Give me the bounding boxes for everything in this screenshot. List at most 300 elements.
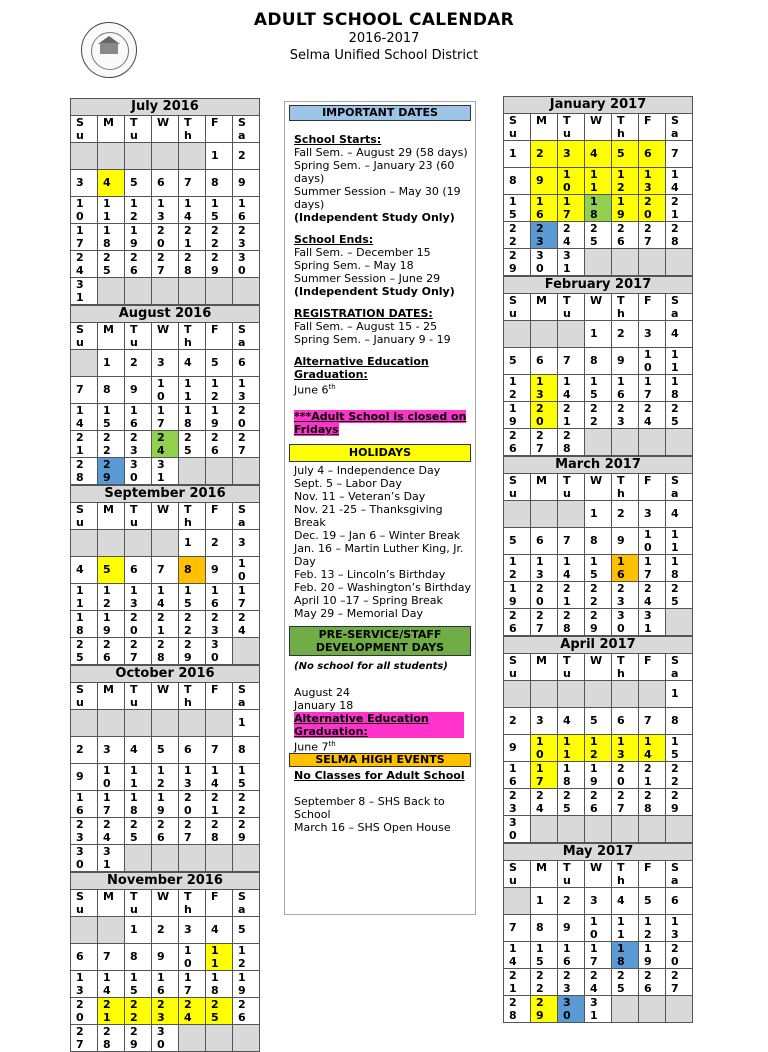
month-title: November 2016 bbox=[71, 873, 260, 890]
day-cell: 1 9 bbox=[125, 224, 152, 251]
empty-day-cell bbox=[639, 681, 666, 708]
empty-day-cell bbox=[666, 429, 693, 456]
day-cell: 1 3 bbox=[639, 168, 666, 195]
day-cell: 2 5 bbox=[179, 431, 206, 458]
day-cell: 2 2 bbox=[531, 969, 558, 996]
day-cell: 1 3 bbox=[152, 197, 179, 224]
day-header: W bbox=[152, 116, 179, 143]
list-item: Spring Sem. – January 23 (60 days) bbox=[294, 159, 455, 185]
empty-day-cell bbox=[233, 638, 260, 665]
empty-day-cell bbox=[71, 350, 98, 377]
important-dates-section bbox=[285, 133, 475, 436]
day-cell: 2 9 bbox=[233, 818, 260, 845]
day-cell: 3 1 bbox=[152, 458, 179, 485]
day-header: F bbox=[639, 114, 666, 141]
day-cell: 2 2 bbox=[125, 998, 152, 1025]
empty-day-cell bbox=[125, 845, 152, 872]
day-cell: 2 2 bbox=[179, 611, 206, 638]
day-header: T u bbox=[125, 323, 152, 350]
day-cell: 6 bbox=[666, 888, 693, 915]
day-cell: 2 6 bbox=[585, 789, 612, 816]
day-cell: 2 bbox=[206, 530, 233, 557]
day-cell: 2 4 bbox=[233, 611, 260, 638]
day-cell: 1 2 bbox=[152, 764, 179, 791]
day-header: T u bbox=[558, 654, 585, 681]
day-cell: 3 bbox=[531, 708, 558, 735]
day-cell: 8 bbox=[125, 944, 152, 971]
empty-day-cell bbox=[504, 888, 531, 915]
district-name: Selma Unified School District bbox=[289, 48, 479, 63]
day-cell: 1 4 bbox=[558, 555, 585, 582]
day-cell: 2 8 bbox=[558, 609, 585, 636]
empty-day-cell bbox=[558, 321, 585, 348]
day-cell: 1 4 bbox=[98, 971, 125, 998]
day-cell: 2 0 bbox=[233, 404, 260, 431]
day-cell: 1 1 bbox=[666, 348, 693, 375]
day-cell: 9 bbox=[152, 944, 179, 971]
empty-day-cell bbox=[179, 1025, 206, 1052]
day-cell: 2 4 bbox=[639, 402, 666, 429]
week-row bbox=[71, 278, 260, 305]
day-cell: 4 bbox=[179, 350, 206, 377]
day-cell: 1 1 bbox=[179, 377, 206, 404]
day-cell: 1 9 bbox=[233, 971, 260, 998]
day-cell: 2 9 bbox=[125, 1025, 152, 1052]
day-header: F bbox=[639, 861, 666, 888]
day-header: T u bbox=[125, 890, 152, 917]
day-cell: 1 6 bbox=[152, 971, 179, 998]
day-header: S u bbox=[71, 890, 98, 917]
day-cell: 1 7 bbox=[98, 791, 125, 818]
pre-service-section bbox=[285, 660, 475, 754]
day-cell: 2 8 bbox=[666, 222, 693, 249]
day-cell: 1 7 bbox=[558, 195, 585, 222]
day-cell: 1 6 bbox=[233, 197, 260, 224]
day-cell: 3 bbox=[639, 501, 666, 528]
day-cell: 7 bbox=[504, 915, 531, 942]
empty-day-cell bbox=[152, 845, 179, 872]
day-cell: 1 7 bbox=[585, 942, 612, 969]
day-cell: 2 9 bbox=[98, 458, 125, 485]
empty-day-cell bbox=[233, 278, 260, 305]
independent-study-note: (Independent Study Only) bbox=[294, 285, 455, 298]
day-cell: 1 5 bbox=[98, 404, 125, 431]
empty-day-cell bbox=[585, 681, 612, 708]
day-header: W bbox=[585, 654, 612, 681]
day-cell: 1 7 bbox=[71, 224, 98, 251]
week-row bbox=[71, 638, 260, 665]
day-cell: 1 4 bbox=[558, 375, 585, 402]
empty-day-cell bbox=[206, 710, 233, 737]
day-cell: 6 bbox=[179, 737, 206, 764]
day-cell: 2 7 bbox=[125, 638, 152, 665]
empty-day-cell bbox=[585, 249, 612, 276]
day-cell: 2 8 bbox=[206, 818, 233, 845]
day-cell: 5 bbox=[504, 348, 531, 375]
school-ends-heading: School Ends: bbox=[294, 233, 374, 246]
day-cell: 2 3 bbox=[531, 222, 558, 249]
day-cell: 1 5 bbox=[206, 197, 233, 224]
day-header: S a bbox=[233, 503, 260, 530]
day-cell: 2 4 bbox=[585, 969, 612, 996]
day-cell: 2 6 bbox=[612, 222, 639, 249]
day-cell: 3 0 bbox=[233, 251, 260, 278]
day-cell: 1 7 bbox=[531, 762, 558, 789]
day-cell: 2 8 bbox=[179, 251, 206, 278]
empty-day-cell bbox=[233, 845, 260, 872]
week-row bbox=[71, 737, 260, 764]
month-calendar bbox=[70, 485, 260, 665]
day-header: W bbox=[152, 890, 179, 917]
day-cell: 2 7 bbox=[639, 222, 666, 249]
empty-day-cell bbox=[98, 143, 125, 170]
day-header: T u bbox=[125, 503, 152, 530]
empty-day-cell bbox=[585, 429, 612, 456]
day-header: M bbox=[531, 474, 558, 501]
empty-day-cell bbox=[125, 143, 152, 170]
day-cell: 1 7 bbox=[639, 375, 666, 402]
day-cell: 2 3 bbox=[558, 969, 585, 996]
day-header: F bbox=[639, 474, 666, 501]
day-cell: 2 bbox=[558, 888, 585, 915]
list-item: January 18 bbox=[294, 698, 354, 712]
day-cell: 7 bbox=[639, 708, 666, 735]
day-cell: 1 0 bbox=[71, 197, 98, 224]
day-cell: 1 1 bbox=[98, 197, 125, 224]
day-cell: 1 6 bbox=[531, 195, 558, 222]
week-row bbox=[504, 222, 693, 249]
day-cell: 2 1 bbox=[558, 582, 585, 609]
day-cell: 2 4 bbox=[152, 431, 179, 458]
important-dates-heading: IMPORTANT DATES bbox=[289, 105, 471, 121]
list-item: Summer Session – June 29 bbox=[294, 272, 441, 285]
holiday-item: Sept. 5 – Labor Day bbox=[294, 476, 402, 490]
empty-day-cell bbox=[125, 710, 152, 737]
week-row bbox=[71, 998, 260, 1025]
info-panel bbox=[284, 101, 476, 915]
day-cell: 1 4 bbox=[152, 584, 179, 611]
day-cell: 1 6 bbox=[71, 791, 98, 818]
day-cell: 2 bbox=[125, 350, 152, 377]
day-cell: 2 8 bbox=[504, 996, 531, 1023]
day-cell: 2 1 bbox=[98, 998, 125, 1025]
day-header: S a bbox=[666, 294, 693, 321]
day-cell: 3 bbox=[585, 888, 612, 915]
day-header: S u bbox=[504, 114, 531, 141]
month-title: May 2017 bbox=[504, 844, 693, 861]
day-cell: 8 bbox=[585, 528, 612, 555]
day-header: T h bbox=[179, 683, 206, 710]
day-cell: 1 bbox=[585, 321, 612, 348]
week-row bbox=[504, 762, 693, 789]
day-cell: 3 0 bbox=[152, 1025, 179, 1052]
empty-day-cell bbox=[639, 429, 666, 456]
day-cell: 8 bbox=[206, 170, 233, 197]
day-cell: 1 0 bbox=[152, 377, 179, 404]
week-row bbox=[71, 1025, 260, 1052]
day-header: W bbox=[585, 474, 612, 501]
day-cell: 2 bbox=[612, 321, 639, 348]
week-row bbox=[504, 816, 693, 843]
empty-day-cell bbox=[504, 681, 531, 708]
district-seal-logo bbox=[81, 22, 137, 78]
day-cell: 2 2 bbox=[585, 582, 612, 609]
week-row bbox=[504, 681, 693, 708]
list-item: Fall Sem. – August 15 - 25 bbox=[294, 320, 438, 333]
day-cell: 6 bbox=[152, 170, 179, 197]
empty-day-cell bbox=[179, 278, 206, 305]
day-cell: 9 bbox=[612, 528, 639, 555]
day-cell: 7 bbox=[206, 737, 233, 764]
day-cell: 2 bbox=[152, 917, 179, 944]
alt-ed-graduation-heading-2: Alternative Education Graduation: bbox=[294, 712, 471, 738]
empty-day-cell bbox=[639, 816, 666, 843]
day-cell: 9 bbox=[612, 348, 639, 375]
month-title: March 2017 bbox=[504, 457, 693, 474]
empty-day-cell bbox=[206, 845, 233, 872]
day-cell: 6 bbox=[639, 141, 666, 168]
day-cell: 3 1 bbox=[585, 996, 612, 1023]
day-cell: 3 1 bbox=[98, 845, 125, 872]
day-header: M bbox=[98, 683, 125, 710]
holiday-item: Feb. 20 – Washington’s Birthday bbox=[294, 580, 471, 594]
registration-heading: REGISTRATION DATES: bbox=[294, 307, 433, 320]
empty-day-cell bbox=[585, 816, 612, 843]
day-cell: 2 8 bbox=[98, 1025, 125, 1052]
empty-day-cell bbox=[98, 917, 125, 944]
month-title: September 2016 bbox=[71, 486, 260, 503]
day-cell: 9 bbox=[558, 915, 585, 942]
day-cell: 1 3 bbox=[125, 584, 152, 611]
day-header: M bbox=[98, 503, 125, 530]
day-header: S a bbox=[233, 683, 260, 710]
day-cell: 1 1 bbox=[125, 764, 152, 791]
day-header: W bbox=[152, 503, 179, 530]
day-cell: 1 0 bbox=[639, 528, 666, 555]
day-header: M bbox=[531, 294, 558, 321]
day-cell: 7 bbox=[666, 141, 693, 168]
day-header: S u bbox=[504, 474, 531, 501]
day-cell: 1 2 bbox=[98, 584, 125, 611]
alt-ed-graduation-date: June 6th bbox=[294, 383, 336, 397]
empty-day-cell bbox=[531, 501, 558, 528]
month-calendar bbox=[503, 456, 693, 636]
month-calendar bbox=[70, 305, 260, 485]
holiday-item: Dec. 19 – Jan 6 – Winter Break bbox=[294, 528, 461, 542]
empty-day-cell bbox=[531, 321, 558, 348]
day-header: W bbox=[585, 114, 612, 141]
day-cell: 2 6 bbox=[504, 609, 531, 636]
day-cell: 5 bbox=[612, 141, 639, 168]
month-calendar bbox=[503, 636, 693, 843]
empty-day-cell bbox=[639, 249, 666, 276]
week-row bbox=[504, 708, 693, 735]
day-cell: 2 3 bbox=[206, 611, 233, 638]
day-cell: 1 8 bbox=[71, 611, 98, 638]
day-cell: 2 1 bbox=[639, 762, 666, 789]
day-cell: 2 5 bbox=[98, 251, 125, 278]
day-header: S a bbox=[666, 654, 693, 681]
day-cell: 1 1 bbox=[612, 915, 639, 942]
week-row bbox=[71, 971, 260, 998]
day-cell: 4 bbox=[206, 917, 233, 944]
day-cell: 1 7 bbox=[639, 555, 666, 582]
day-cell: 1 9 bbox=[152, 791, 179, 818]
day-cell: 2 6 bbox=[125, 251, 152, 278]
day-cell: 1 4 bbox=[71, 404, 98, 431]
day-header: F bbox=[206, 323, 233, 350]
day-cell: 1 1 bbox=[585, 168, 612, 195]
empty-day-cell bbox=[666, 816, 693, 843]
month-title: October 2016 bbox=[71, 666, 260, 683]
month-calendar bbox=[503, 276, 693, 456]
day-cell: 2 5 bbox=[666, 582, 693, 609]
day-cell: 5 bbox=[152, 737, 179, 764]
week-row bbox=[71, 197, 260, 224]
day-cell: 1 3 bbox=[71, 971, 98, 998]
week-row bbox=[504, 969, 693, 996]
day-cell: 1 7 bbox=[179, 971, 206, 998]
selma-high-events-heading: SELMA HIGH EVENTS bbox=[289, 753, 471, 767]
day-header: S u bbox=[71, 323, 98, 350]
day-cell: 2 bbox=[71, 737, 98, 764]
empty-day-cell bbox=[152, 143, 179, 170]
day-cell: 3 0 bbox=[612, 609, 639, 636]
holiday-item: May 29 – Memorial Day bbox=[294, 606, 424, 620]
day-cell: 8 bbox=[531, 915, 558, 942]
empty-day-cell bbox=[179, 845, 206, 872]
day-cell: 2 2 bbox=[233, 791, 260, 818]
day-cell: 1 9 bbox=[98, 611, 125, 638]
day-cell: 7 bbox=[179, 170, 206, 197]
holidays-list bbox=[285, 464, 475, 620]
month-calendar bbox=[503, 96, 693, 276]
week-row bbox=[504, 582, 693, 609]
alt-ed-graduation-heading: Alternative Education Graduation: bbox=[294, 355, 429, 381]
day-cell: 3 1 bbox=[71, 278, 98, 305]
day-cell: 1 3 bbox=[612, 735, 639, 762]
day-cell: 1 1 bbox=[71, 584, 98, 611]
day-cell: 2 5 bbox=[612, 969, 639, 996]
day-cell: 1 6 bbox=[612, 555, 639, 582]
day-header: T h bbox=[612, 114, 639, 141]
day-cell: 2 3 bbox=[71, 818, 98, 845]
week-row bbox=[71, 818, 260, 845]
day-cell: 2 5 bbox=[585, 222, 612, 249]
day-header: W bbox=[152, 683, 179, 710]
day-cell: 5 bbox=[233, 917, 260, 944]
empty-day-cell bbox=[612, 681, 639, 708]
pre-service-heading: PRE-SERVICE/STAFF DEVELOPMENT DAYS bbox=[289, 626, 471, 656]
day-cell: 2 9 bbox=[206, 251, 233, 278]
empty-day-cell bbox=[612, 816, 639, 843]
holiday-item: April 10 –17 – Spring Break bbox=[294, 593, 443, 607]
day-cell: 2 4 bbox=[179, 998, 206, 1025]
day-cell: 1 4 bbox=[504, 942, 531, 969]
week-row bbox=[71, 710, 260, 737]
day-header: F bbox=[639, 654, 666, 681]
day-cell: 6 bbox=[125, 557, 152, 584]
day-cell: 2 6 bbox=[98, 638, 125, 665]
day-cell: 2 0 bbox=[531, 402, 558, 429]
day-header: T u bbox=[558, 474, 585, 501]
day-cell: 1 5 bbox=[125, 971, 152, 998]
month-calendar bbox=[503, 843, 693, 1023]
day-cell: 1 8 bbox=[179, 404, 206, 431]
day-cell: 9 bbox=[504, 735, 531, 762]
empty-day-cell bbox=[98, 710, 125, 737]
empty-day-cell bbox=[179, 143, 206, 170]
day-cell: 2 9 bbox=[531, 996, 558, 1023]
day-cell: 1 8 bbox=[206, 971, 233, 998]
empty-day-cell bbox=[125, 278, 152, 305]
week-row bbox=[71, 557, 260, 584]
day-cell: 1 8 bbox=[125, 791, 152, 818]
day-cell: 7 bbox=[71, 377, 98, 404]
day-cell: 2 6 bbox=[233, 998, 260, 1025]
day-cell: 3 0 bbox=[71, 845, 98, 872]
day-cell: 7 bbox=[558, 348, 585, 375]
day-cell: 4 bbox=[558, 708, 585, 735]
day-cell: 2 1 bbox=[206, 791, 233, 818]
day-cell: 4 bbox=[612, 888, 639, 915]
day-cell: 1 1 bbox=[666, 528, 693, 555]
list-item: Summer Session – May 30 (19 days) bbox=[294, 185, 461, 211]
day-cell: 2 0 bbox=[666, 942, 693, 969]
day-header: T u bbox=[125, 116, 152, 143]
empty-day-cell bbox=[206, 278, 233, 305]
day-header: F bbox=[206, 503, 233, 530]
day-cell: 1 9 bbox=[206, 404, 233, 431]
day-cell: 1 2 bbox=[206, 377, 233, 404]
day-cell: 2 2 bbox=[666, 762, 693, 789]
day-header: S a bbox=[666, 114, 693, 141]
week-row bbox=[71, 458, 260, 485]
day-header: F bbox=[206, 890, 233, 917]
day-header: T h bbox=[179, 503, 206, 530]
month-title: February 2017 bbox=[504, 277, 693, 294]
day-header: S a bbox=[233, 323, 260, 350]
day-cell: 3 bbox=[233, 530, 260, 557]
empty-day-cell bbox=[666, 996, 693, 1023]
day-cell: 5 bbox=[639, 888, 666, 915]
day-cell: 3 bbox=[98, 737, 125, 764]
week-row bbox=[504, 375, 693, 402]
day-cell: 2 9 bbox=[666, 789, 693, 816]
closed-fridays-notice: ***Adult School is closed on Fridays bbox=[294, 409, 467, 436]
day-cell: 2 3 bbox=[504, 789, 531, 816]
day-cell: 3 bbox=[71, 170, 98, 197]
empty-day-cell bbox=[612, 429, 639, 456]
day-cell: 2 2 bbox=[98, 431, 125, 458]
day-cell: 2 5 bbox=[558, 789, 585, 816]
week-row bbox=[71, 350, 260, 377]
month-title: April 2017 bbox=[504, 637, 693, 654]
day-cell: 2 2 bbox=[206, 224, 233, 251]
empty-day-cell bbox=[558, 816, 585, 843]
day-header: S a bbox=[666, 474, 693, 501]
list-item: Fall Sem. – August 29 (58 days) bbox=[294, 146, 468, 159]
list-item: Spring Sem. – January 9 - 19 bbox=[294, 333, 451, 346]
day-header: T u bbox=[125, 683, 152, 710]
holiday-item: Nov. 21 -25 – Thanksgiving Break bbox=[294, 502, 443, 529]
day-header: M bbox=[531, 654, 558, 681]
empty-day-cell bbox=[152, 710, 179, 737]
day-cell: 4 bbox=[125, 737, 152, 764]
calendar-column-left bbox=[70, 98, 260, 1052]
day-cell: 1 2 bbox=[639, 915, 666, 942]
day-header: T h bbox=[612, 294, 639, 321]
